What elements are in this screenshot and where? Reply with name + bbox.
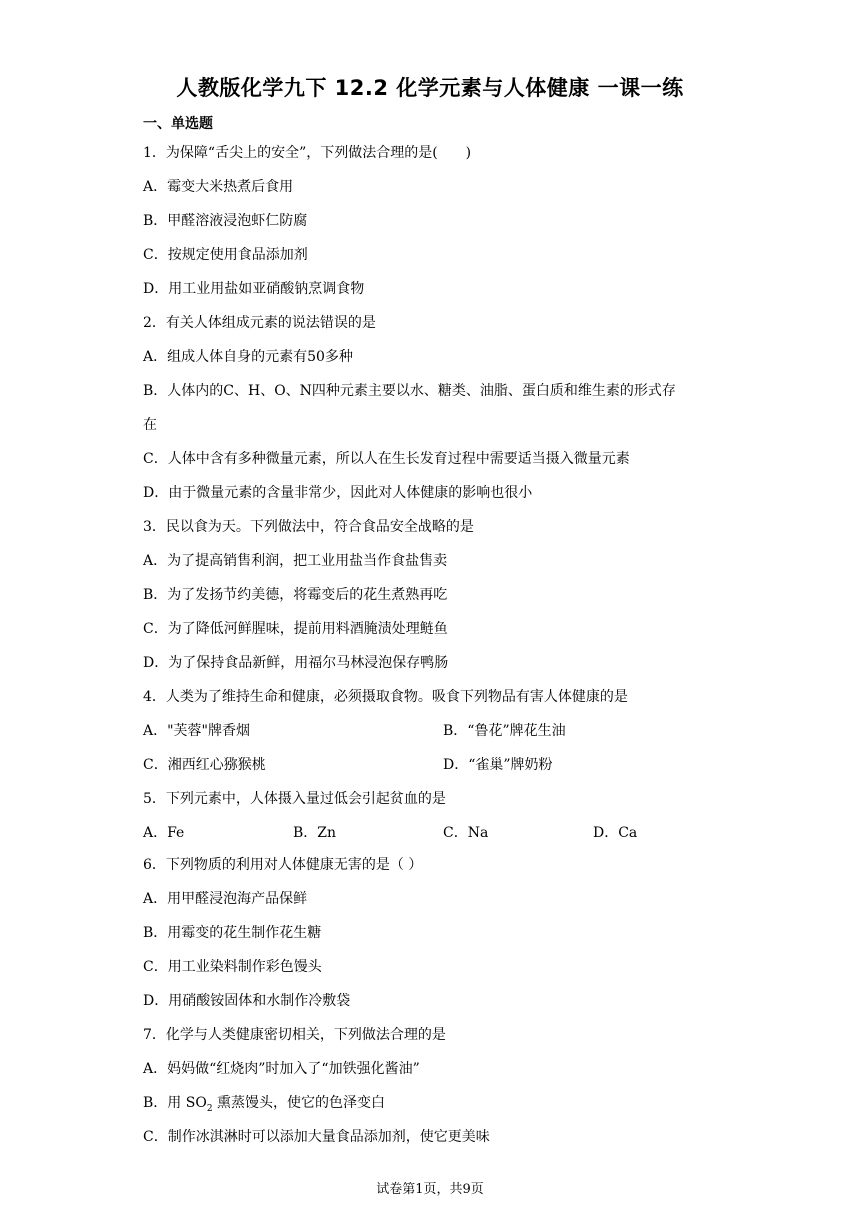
option-a: A．霉变大米热煮后食用 (143, 179, 294, 195)
document-title: 人教版化学九下 12.2 化学元素与人体健康 一课一练 (176, 76, 684, 100)
option-d: D．“雀巢”牌奶粉 (443, 757, 553, 773)
option-d: D．用硝酸铵固体和水制作冷敷袋 (143, 993, 351, 1009)
subscript: 2 (206, 1103, 213, 1114)
option-c: C．用工业染料制作彩色馒头 (143, 959, 322, 975)
option-b-text-rest: 熏蒸馒头，使它的色泽变白 (212, 1095, 385, 1111)
question-stem: 3．民以食为天。下列做法中，符合食品安全战略的是 (143, 519, 474, 535)
option-b: B．Zn (293, 825, 337, 841)
option-a: A．Fe (143, 825, 185, 841)
option-b-text: B．用 SO (143, 1095, 207, 1111)
question-stem: 7．化学与人类健康密切相关，下列做法合理的是 (143, 1027, 446, 1043)
option-b: B．为了发扬节约美德，将霉变后的花生煮熟再吃 (143, 587, 448, 603)
question-stem: 2．有关人体组成元素的说法错误的是 (143, 315, 376, 331)
question-stem: 6．下列物质的利用对人体健康无害的是（ ） (143, 857, 423, 873)
option-b: B．甲醛溶液浸泡虾仁防腐 (143, 213, 308, 229)
option-d: D．Ca (593, 825, 638, 841)
option-b: B．人体内的C、H、O、N四种元素主要以水、糖类、油脂、蛋白质和维生素的形式存 (143, 383, 676, 399)
question-stem: 4．人类为了维持生命和健康，必须摄取食物。吸食下列物品有害人体健康的是 (143, 689, 628, 705)
option-c: C．Na (443, 825, 489, 841)
option-b: B．“鲁花”牌花生油 (443, 723, 566, 739)
option-c: C．湘西红心猕猴桃 (143, 757, 266, 773)
page-footer: 试卷第1页，共9页 (376, 1182, 484, 1197)
option-d: D．用工业用盐如亚硝酸钠烹调食物 (143, 281, 365, 297)
question-stem: 1．为保障“舌尖上的安全”，下列做法合理的是( ) (143, 145, 472, 161)
option-a: A．组成人体自身的元素有50多种 (143, 349, 353, 365)
section-heading: 一、单选题 (143, 116, 213, 132)
option-d: D．为了保持食品新鲜，用福尔马林浸泡保存鸭肠 (143, 655, 449, 671)
option-a: A．"芙蓉"牌香烟 (143, 723, 250, 739)
option-a: A．为了提高销售利润，把工业用盐当作食盐售卖 (143, 553, 448, 569)
option-c: C．按规定使用食品添加剂 (143, 247, 308, 263)
option-c: C．人体中含有多种微量元素，所以人在生长发育过程中需要适当摄入微量元素 (143, 451, 630, 467)
option-d: D．由于微量元素的含量非常少，因此对人体健康的影响也很小 (143, 485, 533, 501)
option-c: C．制作冰淇淋时可以添加大量食品添加剂，使它更美味 (143, 1129, 490, 1145)
option-b-continued: 在 (143, 417, 157, 433)
option-b (143, 1094, 385, 1118)
option-b: B．用霉变的花生制作花生糖 (143, 925, 322, 941)
option-c: C．为了降低河鲜腥味，提前用料酒腌渍处理鲢鱼 (143, 621, 448, 637)
option-a: A．妈妈做“红烧肉”时加入了“加铁强化酱油” (143, 1061, 420, 1077)
question-stem: 5．下列元素中，人体摄入量过低会引起贫血的是 (143, 791, 446, 807)
option-a: A．用甲醛浸泡海产品保鲜 (143, 891, 308, 907)
